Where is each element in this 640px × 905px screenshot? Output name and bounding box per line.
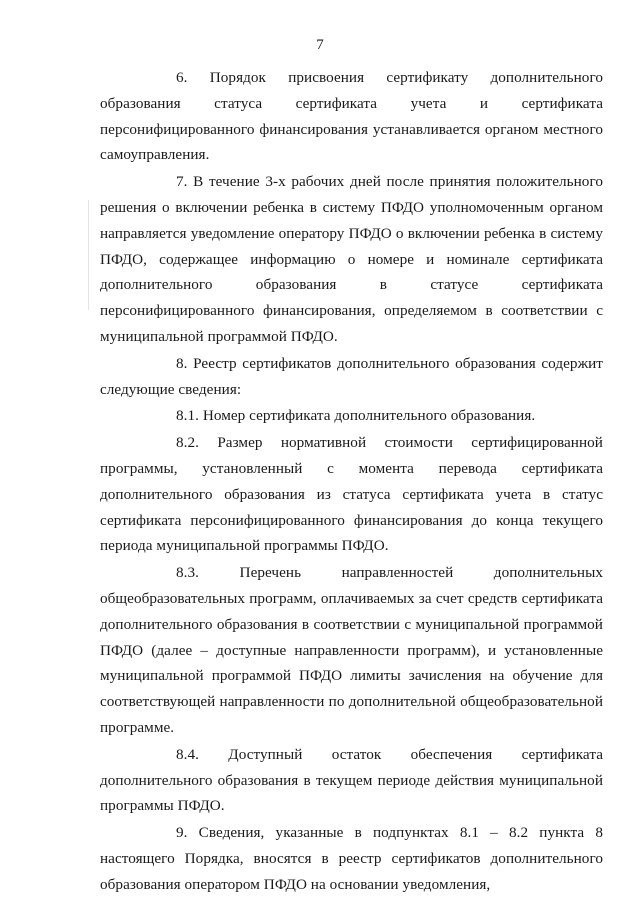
paragraph-number: 6.: [176, 69, 188, 86]
paragraph-text: В течение 3-х рабочих дней после принятия положительного решения о включении ребенка в систему ПФДО уполномоченным органом направляется уведомление оператору ПФДО о включении ребенка в систему ПФДО, содержащее информацию о номере и номинале сертификата дополнительного образования в статусе сертификата персонифицированного финансирования, определяемом в соответствии с муниципальной программой ПФДО.: [100, 173, 603, 345]
paragraph-8: [100, 351, 603, 403]
margin-line: [88, 200, 89, 310]
paragraph-7: [100, 169, 603, 350]
paragraph-number: 8.3.: [176, 564, 199, 582]
document-body: [100, 65, 603, 899]
paragraph-number: 8.: [176, 354, 188, 372]
paragraph-text: Порядок присвоения сертификату дополнительного образования статуса сертификата учета и сертификата персонифицированного финансирования устанавливается органом местного самоуправления.: [100, 69, 603, 164]
paragraph-text: Доступный остаток обеспечения сертификата дополнительного образования в текущем периоде действия муниципальной программы ПФДО.: [100, 745, 603, 815]
paragraph-8-1: [100, 403, 603, 429]
page-number: 7: [316, 37, 324, 53]
paragraph-text: Номер сертификата дополнительного образования.: [202, 407, 536, 425]
paragraph-number: 8.2.: [176, 434, 199, 452]
paragraph-text: Размер нормативной стоимости сертифицированной программы, установленный с момента перевода сертификата дополнительного образования из статуса сертификата учета в статус сертификата персонифицированного финансирования до конца текущего периода муниципальной программы ПФДО.: [100, 434, 603, 555]
paragraph-number: 7.: [176, 173, 188, 191]
paragraph-number: 9.: [176, 824, 188, 842]
paragraph-6: [100, 65, 603, 168]
paragraph-number: 8.4.: [176, 745, 199, 763]
paragraph-8-4: [100, 742, 603, 819]
paragraph-text: Перечень направленностей дополнительных общеобразовательных программ, оплачиваемых за счет средств сертификата дополнительного образования в соответствии с муниципальной программой ПФДО (далее – доступные направленности программ), и установленные муниципальной программой ПФДО лимиты зачисления на обучение для соответствующей направленности по дополнительной общеобразовательной программе.: [100, 564, 603, 736]
paragraph-text: Сведения, указанные в подпунктах 8.1 – 8.2 пункта 8 настоящего Порядка, вносятся в реестр сертификатов дополнительного образования оператором ПФДО на основании уведомления,: [100, 824, 603, 893]
paragraph-number: 8.1.: [176, 407, 199, 425]
paragraph-8-3: [100, 560, 603, 741]
paragraph-8-2: [100, 430, 603, 559]
paragraph-text: Реестр сертификатов дополнительного образования содержит следующие сведения:: [100, 354, 603, 398]
paragraph-9: [100, 820, 603, 897]
